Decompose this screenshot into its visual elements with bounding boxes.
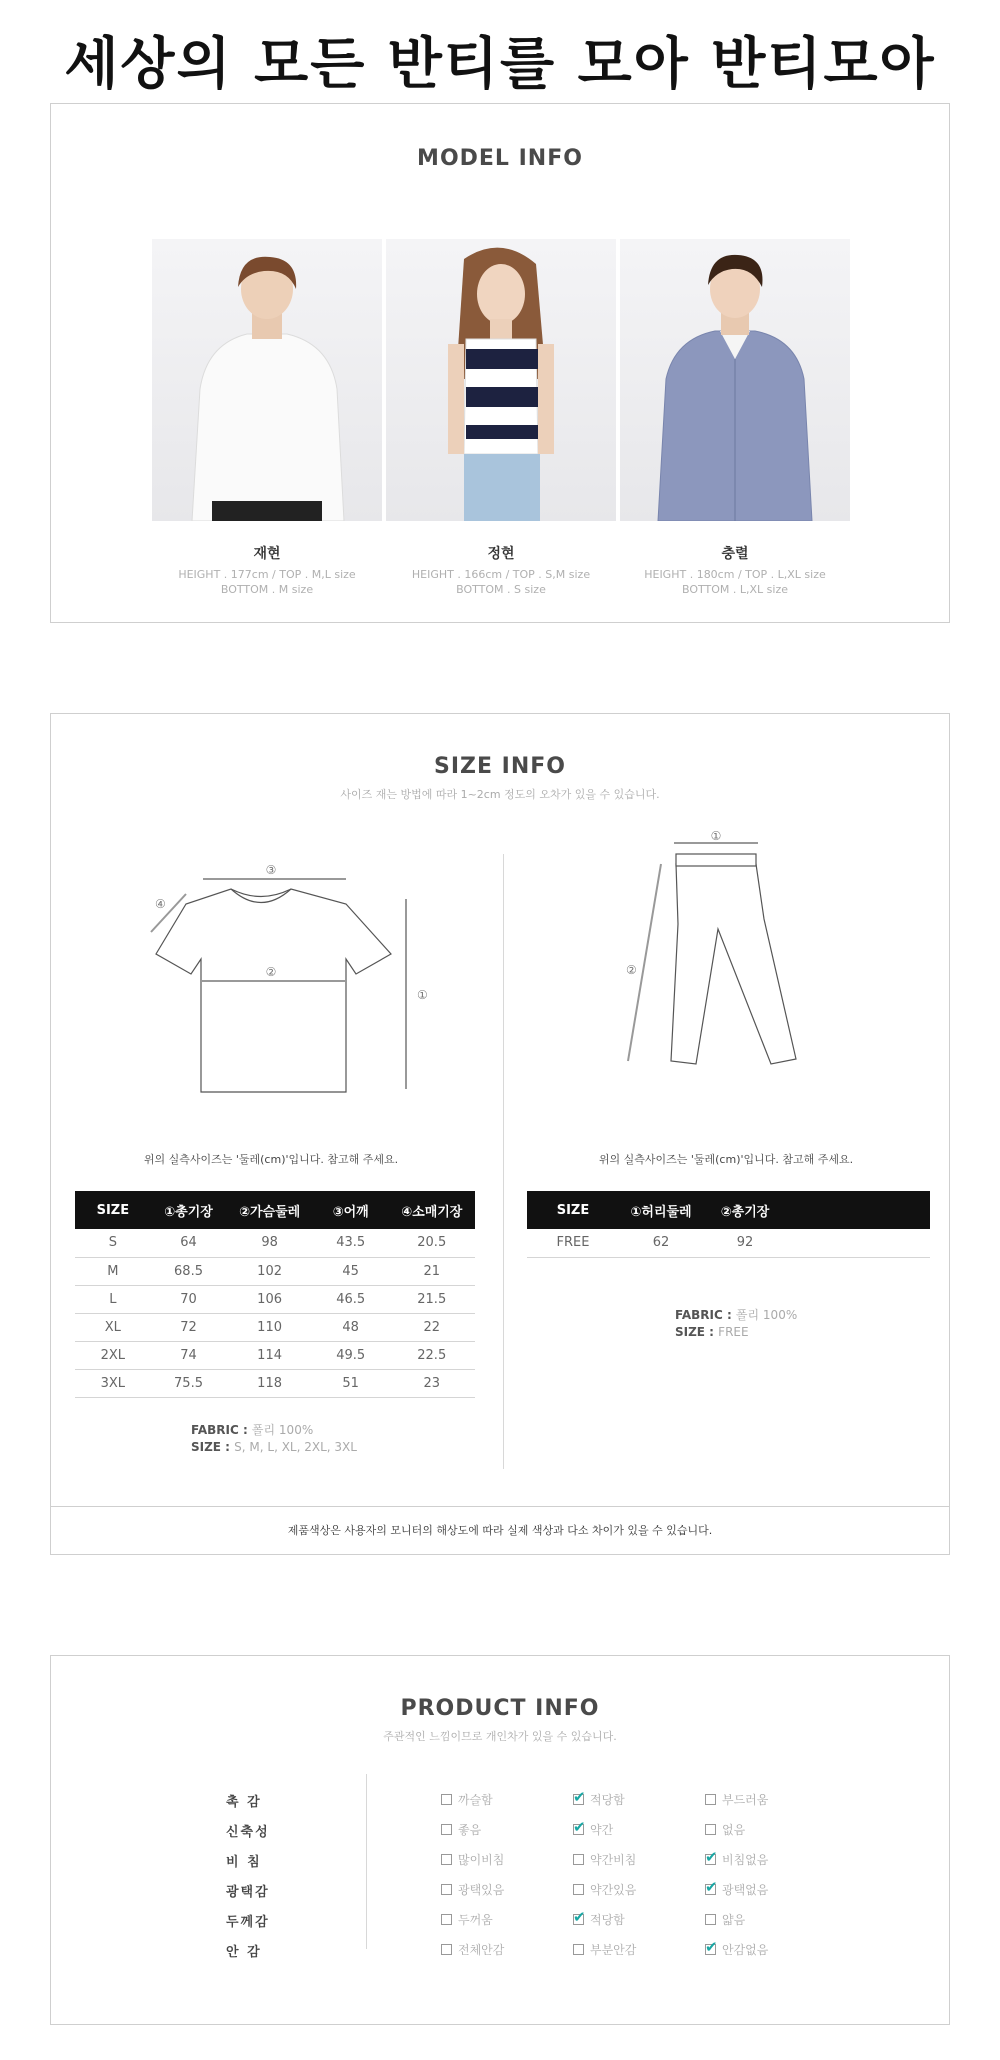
checkbox-icon[interactable] bbox=[573, 1944, 584, 1955]
top-size-cell: 20.5 bbox=[389, 1229, 476, 1257]
checkbox-icon[interactable] bbox=[573, 1854, 584, 1865]
top-size-cell: 49.5 bbox=[313, 1341, 389, 1369]
top-size-cell: 22.5 bbox=[389, 1341, 476, 1369]
checkbox-icon[interactable] bbox=[705, 1794, 716, 1805]
attribute-label: 촉 감 bbox=[226, 1795, 262, 1810]
size-divider bbox=[503, 854, 504, 1469]
attribute-option[interactable] bbox=[441, 1851, 504, 1868]
top-size-cell: XL bbox=[75, 1313, 151, 1341]
top-fabric-info bbox=[191, 1422, 357, 1456]
attribute-option-label: 얇음 bbox=[722, 1913, 746, 1927]
attribute-option-label: 좋음 bbox=[458, 1823, 482, 1837]
attribute-label: 신축성 bbox=[226, 1825, 270, 1840]
bottom-size-header-2: ②총기장 bbox=[703, 1191, 787, 1229]
model-spec-3b: BOTTOM . L,XL size bbox=[681, 583, 788, 596]
pants-diagram bbox=[606, 829, 906, 1099]
top-size-cell: 72 bbox=[151, 1313, 227, 1341]
attribute-option[interactable] bbox=[705, 1851, 768, 1868]
top-size-label: SIZE : bbox=[191, 1440, 235, 1454]
top-size-cell: 3XL bbox=[75, 1369, 151, 1397]
attribute-option-label: 비침없음 bbox=[722, 1853, 769, 1867]
checkbox-checked-icon[interactable] bbox=[705, 1944, 716, 1955]
model-figure-1 bbox=[152, 239, 382, 521]
attribute-option[interactable] bbox=[573, 1881, 636, 1898]
attribute-option[interactable] bbox=[441, 1791, 493, 1808]
model-card-3 bbox=[620, 239, 850, 597]
attribute-option[interactable] bbox=[705, 1911, 745, 1928]
product-info-panel bbox=[50, 1655, 950, 2025]
tshirt-marker-1: ① bbox=[417, 988, 428, 1002]
attribute-label: 비 침 bbox=[226, 1855, 262, 1870]
checkbox-icon[interactable] bbox=[573, 1884, 584, 1895]
top-size-cell: 48 bbox=[313, 1313, 389, 1341]
attribute-option-label: 부드러움 bbox=[722, 1793, 769, 1807]
attribute-option-label: 적당함 bbox=[590, 1793, 625, 1807]
bottom-size-table bbox=[527, 1191, 930, 1258]
model-name-3: 충렬 bbox=[721, 546, 749, 562]
model-card-2 bbox=[386, 239, 616, 597]
model-spec-2a: HEIGHT . 166cm / TOP . S,M size bbox=[411, 568, 591, 581]
model-name-1: 재현 bbox=[253, 546, 281, 562]
size-info-panel bbox=[50, 713, 950, 1555]
model-info-panel bbox=[50, 103, 950, 623]
top-size-cell: M bbox=[75, 1257, 151, 1285]
top-size-cell: 118 bbox=[226, 1369, 312, 1397]
attribute-divider bbox=[366, 1774, 367, 1949]
attribute-label: 두께감 bbox=[226, 1915, 270, 1930]
top-size-row bbox=[75, 1285, 475, 1313]
attribute-label: 광택감 bbox=[226, 1885, 270, 1900]
checkbox-icon[interactable] bbox=[441, 1944, 452, 1955]
tshirt-marker-2: ② bbox=[265, 965, 277, 979]
attribute-option-label: 많이비침 bbox=[458, 1853, 505, 1867]
top-size-cell: 45 bbox=[313, 1257, 389, 1285]
attribute-option[interactable] bbox=[705, 1881, 768, 1898]
top-size-row bbox=[75, 1257, 475, 1285]
attribute-option[interactable] bbox=[573, 1941, 636, 1958]
attribute-option-label: 약간비침 bbox=[590, 1853, 637, 1867]
checkbox-checked-icon[interactable] bbox=[573, 1794, 584, 1805]
checkbox-icon[interactable] bbox=[705, 1914, 716, 1925]
top-size-cell: S bbox=[75, 1229, 151, 1257]
checkbox-icon[interactable] bbox=[441, 1854, 452, 1865]
model-spec-1b: BOTTOM . M size bbox=[220, 583, 314, 596]
product-info-subtitle: 주관적인 느낌이므로 개인차가 있을 수 있습니다. bbox=[383, 1730, 617, 1743]
top-size-cell: 75.5 bbox=[151, 1369, 227, 1397]
attribute-option[interactable] bbox=[441, 1941, 504, 1958]
bottom-fabric-info bbox=[675, 1307, 797, 1341]
top-size-cell: 21.5 bbox=[389, 1285, 476, 1313]
bottom-size-cell: 62 bbox=[619, 1229, 703, 1257]
checkbox-checked-icon[interactable] bbox=[705, 1854, 716, 1865]
size-info-title: SIZE INFO bbox=[434, 754, 566, 779]
checkbox-checked-icon[interactable] bbox=[573, 1824, 584, 1835]
attribute-option-label: 없음 bbox=[722, 1823, 746, 1837]
checkbox-icon[interactable] bbox=[441, 1914, 452, 1925]
top-size-row bbox=[75, 1313, 475, 1341]
top-size-cell: 102 bbox=[226, 1257, 312, 1285]
size-info-subtitle: 사이즈 재는 방법에 따라 1~2cm 정도의 오차가 있을 수 있습니다. bbox=[340, 788, 660, 801]
attribute-option-label: 광택없음 bbox=[722, 1883, 769, 1897]
bottom-size-label: SIZE : bbox=[675, 1325, 719, 1339]
top-fabric-value: 폴리 100% bbox=[251, 1423, 314, 1437]
attribute-option[interactable] bbox=[705, 1941, 768, 1958]
top-size-table bbox=[75, 1191, 475, 1398]
top-size-header-4: ④소매기장 bbox=[389, 1191, 476, 1229]
checkbox-icon[interactable] bbox=[441, 1884, 452, 1895]
top-size-value: S, M, L, XL, 2XL, 3XL bbox=[234, 1440, 357, 1454]
attribute-option[interactable] bbox=[573, 1791, 625, 1808]
top-size-cell: 2XL bbox=[75, 1341, 151, 1369]
color-disclaimer: 제품색상은 사용자의 모니터의 해상도에 따라 실제 색상과 다소 차이가 있을 수 있습니다. bbox=[51, 1506, 949, 1554]
model-card-1 bbox=[152, 239, 382, 597]
bottom-size-cell bbox=[787, 1229, 930, 1257]
top-size-note: 위의 실측사이즈는 '둘레(cm)'입니다. 참고해 주세요. bbox=[143, 1153, 399, 1166]
model-figure-2 bbox=[386, 239, 616, 521]
tshirt-marker-4: ④ bbox=[155, 897, 166, 911]
tshirt-marker-3: ③ bbox=[265, 863, 277, 877]
model-figure-3 bbox=[620, 239, 850, 521]
attribute-option[interactable] bbox=[441, 1821, 481, 1838]
top-size-cell: L bbox=[75, 1285, 151, 1313]
checkbox-icon[interactable] bbox=[441, 1824, 452, 1835]
attribute-option[interactable] bbox=[573, 1821, 613, 1838]
checkbox-icon[interactable] bbox=[441, 1794, 452, 1805]
bottom-fabric-value: 폴리 100% bbox=[735, 1308, 798, 1322]
top-size-cell: 23 bbox=[389, 1369, 476, 1397]
top-size-cell: 68.5 bbox=[151, 1257, 227, 1285]
top-size-cell: 98 bbox=[226, 1229, 312, 1257]
bottom-size-header-spacer bbox=[787, 1191, 930, 1229]
attribute-option[interactable] bbox=[705, 1791, 768, 1808]
model-photo-2 bbox=[386, 239, 616, 521]
top-size-header-3: ③어깨 bbox=[313, 1191, 389, 1229]
attribute-option-label: 안감없음 bbox=[722, 1943, 769, 1957]
attribute-option[interactable] bbox=[441, 1911, 493, 1928]
top-size-header-0: SIZE bbox=[75, 1191, 151, 1229]
model-spec-1a: HEIGHT . 177cm / TOP . M,L size bbox=[178, 568, 356, 581]
tshirt-diagram bbox=[121, 844, 451, 1114]
top-size-cell: 46.5 bbox=[313, 1285, 389, 1313]
top-size-cell: 74 bbox=[151, 1341, 227, 1369]
model-photo-3 bbox=[620, 239, 850, 521]
top-size-cell: 64 bbox=[151, 1229, 227, 1257]
top-size-cell: 43.5 bbox=[313, 1229, 389, 1257]
top-size-cell: 106 bbox=[226, 1285, 312, 1313]
bottom-size-value: FREE bbox=[718, 1325, 749, 1339]
bottom-fabric-label: FABRIC : bbox=[675, 1308, 736, 1322]
top-size-row bbox=[75, 1369, 475, 1397]
bottom-size-cell: 92 bbox=[703, 1229, 787, 1257]
attribute-option-label: 전체안감 bbox=[458, 1943, 505, 1957]
top-size-row bbox=[75, 1341, 475, 1369]
top-size-row bbox=[75, 1229, 475, 1257]
product-info-title: PRODUCT INFO bbox=[400, 1696, 600, 1721]
top-fabric-label: FABRIC : bbox=[191, 1423, 252, 1437]
attribute-option[interactable] bbox=[573, 1911, 625, 1928]
bottom-size-header-0: SIZE bbox=[527, 1191, 619, 1229]
banner-title: 세상의 모든 반티를 모아 반티모아 bbox=[64, 32, 936, 97]
attribute-option-label: 광택있음 bbox=[458, 1883, 505, 1897]
top-size-cell: 22 bbox=[389, 1313, 476, 1341]
attribute-option-label: 부분안감 bbox=[590, 1943, 637, 1957]
checkbox-icon[interactable] bbox=[705, 1824, 716, 1835]
model-photo-1 bbox=[152, 239, 382, 521]
top-size-cell: 21 bbox=[389, 1257, 476, 1285]
checkbox-checked-icon[interactable] bbox=[705, 1884, 716, 1895]
top-size-cell: 114 bbox=[226, 1341, 312, 1369]
bottom-size-row bbox=[527, 1229, 930, 1257]
top-size-cell: 51 bbox=[313, 1369, 389, 1397]
model-spec-3a: HEIGHT . 180cm / TOP . L,XL size bbox=[644, 568, 826, 581]
model-name-2: 정현 bbox=[487, 546, 515, 562]
attribute-option-label: 두꺼움 bbox=[458, 1913, 493, 1927]
bottom-size-cell: FREE bbox=[527, 1229, 619, 1257]
attribute-option-label: 약간 bbox=[590, 1823, 614, 1837]
pants-marker-2: ② bbox=[626, 963, 637, 977]
attribute-option-label: 까슬함 bbox=[458, 1793, 493, 1807]
top-size-header-1: ①총기장 bbox=[151, 1191, 227, 1229]
top-size-header-2: ②가슴둘레 bbox=[226, 1191, 312, 1229]
top-size-cell: 70 bbox=[151, 1285, 227, 1313]
attribute-label: 안 감 bbox=[226, 1945, 262, 1960]
model-info-title: MODEL INFO bbox=[417, 146, 583, 171]
attribute-option-label: 적당함 bbox=[590, 1913, 625, 1927]
attribute-option[interactable] bbox=[441, 1881, 504, 1898]
pants-marker-1: ① bbox=[710, 829, 722, 843]
attribute-option-label: 약간있음 bbox=[590, 1883, 637, 1897]
attribute-option[interactable] bbox=[705, 1821, 745, 1838]
bottom-size-note: 위의 실측사이즈는 '둘레(cm)'입니다. 참고해 주세요. bbox=[598, 1153, 854, 1166]
model-spec-2b: BOTTOM . S size bbox=[456, 583, 546, 596]
bottom-size-header-1: ①허리둘레 bbox=[619, 1191, 703, 1229]
checkbox-checked-icon[interactable] bbox=[573, 1914, 584, 1925]
top-size-cell: 110 bbox=[226, 1313, 312, 1341]
attribute-option[interactable] bbox=[573, 1851, 636, 1868]
